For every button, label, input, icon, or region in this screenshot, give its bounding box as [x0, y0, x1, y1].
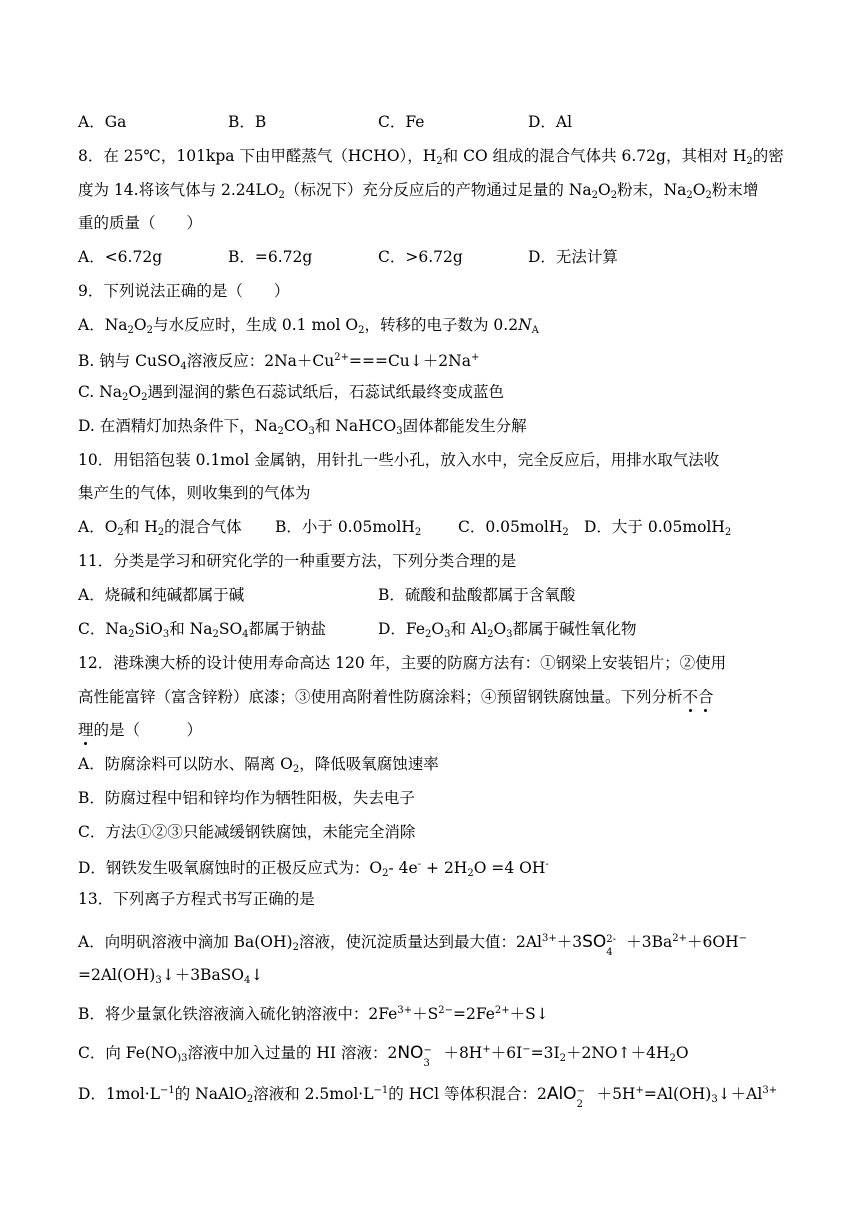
q10-option-c: C．0.05molH$_2$ [458, 518, 569, 538]
q12-option-c: C．方法①②③只能减缓钢铁腐蚀，未能完全消除 [78, 823, 416, 841]
q10-stem-line2: 集产生的气体，则收集到的气体为 [78, 484, 311, 502]
q12-option-b: B．防腐过程中铝和锌均作为牺牲阳极，失去电子 [78, 789, 415, 807]
q12-stem-line2: 高性能富锌（富含锌粉）底漆；③使用高附着性防腐涂料；④预留钢铁腐蚀量。下列分析不合 [78, 688, 714, 706]
ion-charge-stack: 2- 4 [606, 934, 617, 958]
q7-option-d: D．Al [528, 113, 573, 131]
q9-option-a: A．$Na_2O_2$与水反应时，生成 0.1 mol $O_2$，转移的电子数为 $0.2N_A$ [78, 316, 539, 336]
q10-option-a: A．$O_2$和 $H_2$的混合气体 [78, 518, 242, 538]
emphasis-char: 合 [698, 688, 714, 706]
q13-stem: 13．下列离子方程式书写正确的是 [78, 890, 315, 908]
q11-option-d: D．$Fe_2O_3$和 $Al_2O_3$都属于碱性氧化物 [378, 620, 637, 640]
q11-stem: 11．分类是学习和研究化学的一种重要方法，下列分类合理的是 [78, 552, 517, 570]
q12-option-a: A．防腐涂料可以防水、隔离 $O_2$，降低吸氧腐蚀速率 [78, 755, 439, 775]
q13-option-a-line1: A．向明矾溶液中滴加 $Ba(OH)_2$溶液，使沉淀质量达到最大值：$2Al^{3+}+3SO$ 2- 4 $+3Ba^{2+}+6OH^-$ [78, 932, 747, 958]
ion-charge-stack: − 2 [576, 1086, 585, 1110]
q7-option-a: A．Ga [78, 113, 127, 131]
q11-options-row2 [78, 618, 778, 640]
q10-option-d: D．大于 0.05molH$_2$ [584, 518, 732, 538]
q8-option-d: D．无法计算 [528, 248, 618, 266]
q10-stem-line1: 10．用铝箔包装 0.1mol 金属钠，用针扎一些小孔，放入水中，完全反应后，用排水取气法收 [78, 451, 720, 469]
q11-option-a: A．烧碱和纯碱都属于碱 [78, 586, 245, 604]
emphasis-char: 理 [78, 721, 94, 739]
q13-option-b: B．将少量氯化铁溶液滴入硫化钠溶液中：$2Fe^{3+}+S^{2-}=2Fe^{2+}+S↓$ [78, 1005, 549, 1023]
q9-option-c: C. $Na_2O_2$遇到湿润的紫色石蕊试纸后，石蕊试纸最终变成蓝色 [78, 383, 504, 403]
emphasis-char: 不 [682, 688, 699, 706]
q11-option-b: B．硫酸和盐酸都属于含氧酸 [378, 586, 576, 604]
q8-options [78, 246, 778, 268]
q9-option-b: B. 钠与 CuSO$_4$溶液反应：$2Na+Cu^{2+}===Cu↓+2Na^+$ [78, 352, 480, 372]
q12-stem-line1: 12．港珠澳大桥的设计使用寿命高达 120 年，主要的防腐方法有：①钢梁上安装铝片；②使用 [78, 654, 727, 672]
q7-option-c: C．Fe [378, 113, 425, 131]
q11-option-c: C．$Na_2SiO_3$和 $Na_2SO_4$都属于钠盐 [78, 620, 327, 640]
q11-options-row1 [78, 584, 778, 606]
q8-option-c: C．>6.72g [378, 248, 463, 266]
q12-stem-line3: 理的是（ ） [78, 721, 203, 739]
q7-options [78, 111, 778, 133]
q9-option-d: D. 在酒精灯加热条件下，$Na_2CO_3$和 NaHCO$_3$固体都能发生分解 [78, 417, 527, 437]
q8-stem-line1: 8．在 25℃，101kpa 下由甲醛蒸气（HCHO），$H_2$和 CO 组成的混合气体共 6.72g，其相对 $H_2$的密 [78, 147, 784, 167]
q9-stem: 9．下列说法正确的是（ ） [78, 282, 290, 300]
q12-option-d: D．钢铁发生吸氧腐蚀时的正极反应式为：$O_2-$ $4e^- + 2H_2O =4$ OH- [78, 859, 549, 879]
q13-option-c: C．向 $Fe(NO_{)3}$溶液中加入过量的 HI 溶液：2NO − 3 $+8H^++6I^-=3I_2+2NO↑+4H_2O$ [78, 1043, 689, 1069]
q8-stem-line3: 重的质量（ ） [78, 214, 203, 232]
q8-option-a: A．<6.72g [78, 248, 163, 266]
q10-options [78, 516, 778, 538]
q13-option-a-line2: $=2Al(OH)_3↓+3BaSO_4↓$ [78, 966, 264, 986]
q8-stem-line2: 度为 14.将该气体与 $2.24LO_2$（标况下）充分反应后的产物通过足量的 $Na_2O_2$粉末，$Na_2O_2$粉末增 [78, 181, 759, 201]
ion-charge-stack: − 3 [423, 1045, 432, 1069]
q10-option-b: B．小于 0.05molH$_2$ [275, 518, 422, 538]
q13-option-d: D．$1mol\cdot L^{-1}$的 NaAlO$_2$溶液和 $2.5mol\cdot L^{-1}$的 HCl 等体积混合：2AlO − 2 $+5H^+=Al(OH)_3↓+Al^{3+}$ [78, 1084, 778, 1110]
q7-option-b: B．B [228, 113, 267, 131]
q8-option-b: B．=6.72g [228, 248, 313, 266]
